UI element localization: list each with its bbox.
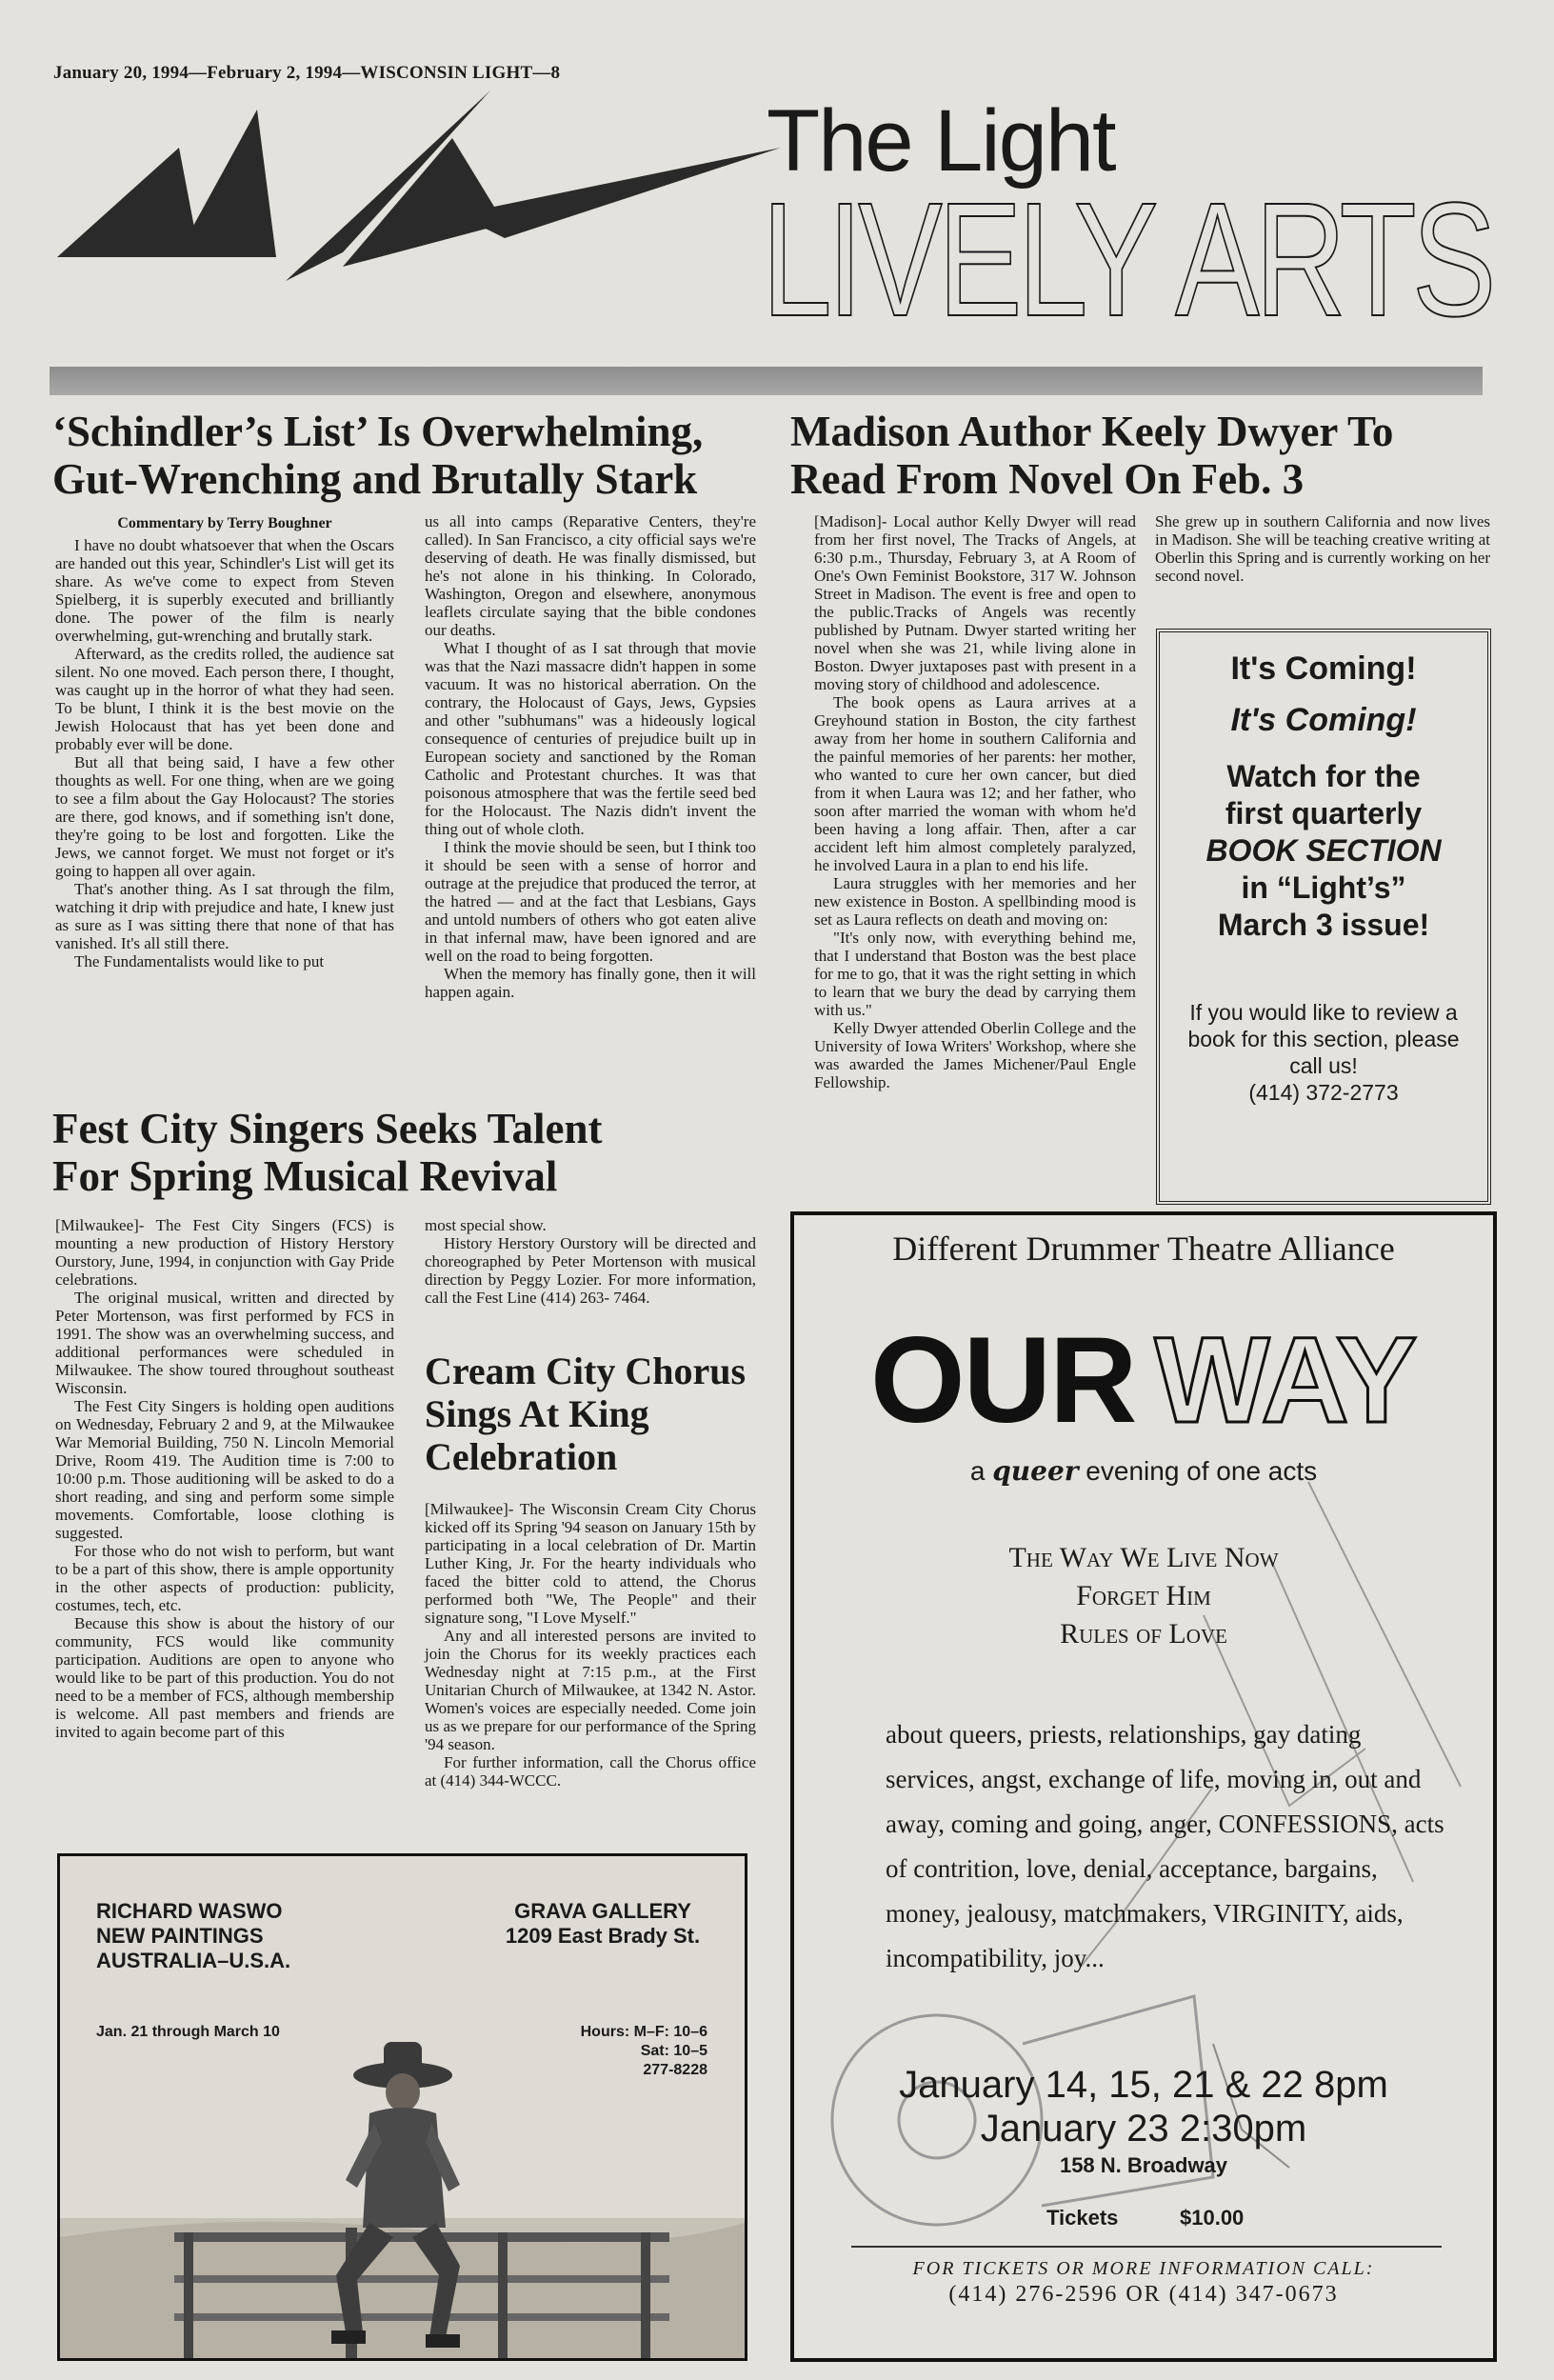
schindler-para: The Fundamentalists would like to put: [74, 952, 325, 970]
fest-headline-line2: For Spring Musical Revival: [52, 1152, 558, 1201]
schindler-headline-line2: Gut-Wrenching and Brutally Stark: [52, 455, 698, 504]
book-section-promo: [1156, 629, 1491, 1205]
schindler-para: Afterward, as the credits rolled, the audience sat silent. No one moved. Each person there, I thought, was caught up in the horror of what they had seen. To be blunt, I think it is the best movie on the Jewish Holocaust that has yet been done and probably ever will be done.: [55, 645, 394, 753]
cowboy-photo: [60, 1856, 745, 2358]
theatre-company: Different Drummer Theatre Alliance: [892, 1230, 1395, 1268]
cream-headline: [425, 1350, 758, 1478]
gallery-name: GRAVA GALLERY: [514, 1899, 691, 1923]
madison-para: The book opens as Laura arrives at a Greyhound station in Boston, the city farthest away from her home in southern California and the painful memories of her parents: her mother, who wanted to cure her own cancer, but died from it when Laura was 12; and her father, who soon after married the woman with whom he'd been having a long affair. Then, after a car accident left him almost completely paralyzed, he involved Laura in a plan to end his life.: [814, 693, 1136, 874]
watch-line: first quarterly: [1225, 796, 1423, 830]
fest-column-1: [55, 1216, 394, 1741]
cream-headline-line3: Celebration: [425, 1434, 618, 1478]
coming-line-2: It's Coming!: [1230, 702, 1417, 738]
fest-para: most special show.: [425, 1216, 547, 1234]
show-dates-line2: January 23 2:30pm: [980, 2108, 1307, 2150]
show-title-our: OUR: [870, 1312, 1136, 1449]
schindler-para: What I thought of as I sat through that movie was that the Nazi massacre didn't happen in some vacuum. It was no historical aberration. On the contrary, the Holocaust of Gays, Jews, Gypsies and other "subhumans" was a hideously logical consequence of centuries of prejudice built up in European society and sanctioned by the Roman Catholic and Protestant churches. It was that poisonous atmosphere that was the fertile seed bed for the Holocaust. The Nazis didn't invent the thing out of whole cloth.: [425, 639, 756, 838]
madison-para: [Madison]- Local author Kelly Dwyer will read from her first novel, The Tracks of Angels, at 6:30 p.m., Thursday, February 3, at A Room of One's Own Feminist Bookstore, 317 W. Johnson Street in Madison. The event is free and open to the public.Tracks of Angels was recently published by Putnam. Dwyer started writing her novel when she was 21, while living alone in Boston. Dwyer juxtaposes past with present in a moving story of childhood and adolescence.: [814, 512, 1136, 693]
masthead-graphic: [57, 90, 781, 338]
show-dates: [794, 2063, 1493, 2150]
hours-weekday: Hours: M–F: 10–6: [580, 2024, 707, 2040]
schindler-column-1: [55, 514, 394, 970]
fest-para: Because this show is about the history of our community, FCS would like community participation. Auditions are open to anyone who would like to be part of this production. You do not need to be a member of FCS, although membership is welcome. All past members and friends are invited to again become part of this: [55, 1614, 394, 1741]
madison-headline-line1: Madison Author Keely Dwyer To: [790, 408, 1394, 455]
tagline-post: evening of one acts: [1078, 1456, 1318, 1486]
exhibit-dates: Jan. 21 through March 10: [96, 2024, 280, 2040]
cream-headline-line2: Sings At King: [425, 1391, 649, 1435]
play-title: Rules of Love: [1060, 1618, 1227, 1650]
schindler-para: I have no doubt whatsoever that when the Oscars are handed out this year, Schindler's List will get its share. As we've come to expect from Steven Spielberg, it is superbly executed and brilliantly done. The power of the film is nearly overwhelming, gut-wrenching and brutally stark.: [55, 536, 394, 645]
exhibit-title: NEW PAINTINGS: [96, 1924, 264, 1948]
play-title: Forget Him: [1076, 1580, 1211, 1611]
cream-para: For further information, call the Chorus office at (414) 344-WCCC.: [425, 1753, 756, 1790]
madison-column-1: [814, 512, 1136, 1091]
madison-para: She grew up in southern California and now lives in Madison. She will be teaching creative writing at Oberlin this Spring and is currently working on her second novel.: [1155, 512, 1490, 585]
madison-headline: [790, 408, 1495, 504]
watch-line: BOOK SECTION: [1205, 833, 1442, 868]
review-text: If you would like to review a book for this section, please call us!: [1187, 1000, 1460, 1078]
tickets-label: Tickets: [1046, 2206, 1119, 2230]
fest-column-2: [425, 1216, 756, 1307]
schindler-para: When the memory has finally gone, then it will happen again.: [425, 965, 756, 1001]
call-info: FOR TICKETS OR MORE INFORMATION CALL:: [912, 2258, 1375, 2279]
madison-para: Kelly Dwyer attended Oberlin College and the University of Iowa Writers' Workshop, where she was awarded the James Michener/Paul Engle Fellowship.: [814, 1019, 1136, 1091]
coming-line-1: It's Coming!: [1230, 650, 1417, 687]
schindler-column-2: [425, 512, 756, 1001]
fest-para: The original musical, written and directed by Peter Mortenson, was first performed by FCS in 1991. The show was an overwhelming success, and additional performances were scheduled in Milwaukee. The show toured throughout southeast Wisconsin.: [55, 1289, 394, 1397]
masthead-rule: [50, 367, 1483, 395]
fest-para: [Milwaukee]- The Fest City Singers (FCS) is mounting a new production of History Herstory Ourstory, June, 1994, in conjunction with Gay Pride celebrations.: [55, 1216, 394, 1289]
madison-column-2: [1155, 512, 1490, 585]
fest-para: History Herstory Ourstory will be directed and choreographed by Peter Mortenson with musical direction by Peggy Lozier. For more information, call the Fest Line (414) 263- 7464.: [425, 1234, 756, 1307]
schindler-headline: [52, 408, 747, 504]
watch-line: March 3 issue!: [1217, 908, 1430, 942]
page-folio: January 20, 1994—February 2, 1994—WISCONSIN LIGHT—8: [53, 63, 561, 83]
tagline-queer: queer: [992, 1455, 1079, 1487]
madison-headline-line2: Read From Novel On Feb. 3: [790, 455, 1305, 504]
gallery-phone: 277-8228: [643, 2062, 707, 2078]
schindler-para: I think the movie should be seen, but I think too it should be seen with a sense of horror and outrage at the prejudice that produced the terror, at the hatred — and at the fact that Lesbians, Gays and untold numbers of others who got eaten alive in that infernal maw, have been ignored and are well on the road to being forgotten.: [425, 838, 756, 965]
masthead-section: LIVELY ARTS: [762, 170, 1492, 350]
ticket-phones: (414) 276-2596 OR (414) 347-0673: [948, 2282, 1339, 2307]
tagline-pre: a: [969, 1456, 993, 1486]
review-phone: (414) 372-2773: [1248, 1080, 1399, 1105]
cream-column: [425, 1500, 756, 1790]
divider: [851, 2246, 1442, 2248]
review-invitation: [1160, 999, 1487, 1106]
show-venue: 158 N. Broadway: [1059, 2153, 1228, 2177]
schindler-para: But all that being said, I have a few other thoughts as well. For one thing, when are we going to see a film about the Gay Holocaust? The stories are there, god knows, and if something isn't done, they're going to be lost and forgotten. Like the Jews, we cannot forget. We must not forget or it's going to happen all over again.: [55, 753, 394, 880]
play-list: [794, 1539, 1493, 1653]
tickets-price: $10.00: [1180, 2206, 1245, 2230]
madison-para: "It's only now, with everything behind me, that I understand that Boston was the best place for me to go, that it was the right setting in which to learn that we bury the dead by carrying them with us.": [814, 929, 1136, 1019]
watch-line: in “Light’s”: [1241, 870, 1406, 905]
exhibit-subtitle: AUSTRALIA–U.S.A.: [96, 1949, 291, 1972]
cream-para: Any and all interested persons are invited to join the Chorus for its weekly practices each Wednesday night at 7:15 p.m., at the First Unitarian Church of Milwaukee, at 1342 N. Astor. Women's voices are especially needed. Come join us as we prepare for our performance of the Spring '94 season.: [425, 1627, 756, 1753]
show-themes: about queers, priests, relationships, gay dating services, angst, exchange of life, moving in, out and away, coming and going, anger, CONFESSIONS, acts of contrition, love, denial, acceptance, bargains, money, jealousy, matchmakers, VIRGINITY, aids, incompatibility, joy...: [886, 1720, 1444, 1972]
cream-headline-line1: Cream City Chorus: [425, 1350, 747, 1392]
schindler-para: That's another thing. As I sat through the film, watching it drip with prejudice and hate, I knew just as sure as I was sitting there that none of that has vanished. It's all still there.: [55, 880, 394, 952]
play-title: The Way We Live Now: [1008, 1542, 1279, 1573]
show-title-way: WAY: [1154, 1312, 1416, 1449]
fest-para: The Fest City Singers is holding open auditions on Wednesday, February 2 and 9, at the Milwaukee War Memorial Building, 750 N. Lincoln Memorial Drive, Room 419. The Audition time is 7:00 to 10:00 p.m. Those auditioning will be asked to do a short reading, and sing and perform some simple movements. Comfortable, loose clothing is suggested.: [55, 1397, 394, 1542]
hours-saturday: Sat: 10–5: [640, 2043, 707, 2059]
cream-para: [Milwaukee]- The Wisconsin Cream City Chorus kicked off its Spring '94 season on January 15th by participating in a local celebration of Dr. Martin Luther King, Jr. For the hearty individuals who faced the bitter cold to attend, the Chorus performed both "We, The People" and their signature song, "I Love Myself.": [425, 1500, 756, 1627]
madison-para: Laura struggles with her memories and her new existence in Boston. A spellbinding mood is set as Laura reflects on death and moving on:: [814, 874, 1136, 929]
book-section-announcement: [1160, 758, 1487, 944]
schindler-para: us all into camps (Reparative Centers, they're called). In San Francisco, a city official says we're deserving of death. He was finally dismissed, but he's not alone in his thinking. In Colorado, Washington, Oregon and elsewhere, anonymous leaflets circulate saying that the bible condones our deaths.: [425, 512, 756, 639]
schindler-byline: Commentary by Terry Boughner: [117, 515, 332, 531]
schindler-headline-line1: ‘Schindler’s List’ Is Overwhelming,: [52, 408, 704, 455]
fest-headline-line1: Fest City Singers Seeks Talent: [52, 1105, 603, 1152]
fest-headline: [52, 1105, 757, 1201]
show-dates-line1: January 14, 15, 21 & 22 8pm: [899, 2064, 1388, 2106]
fest-para: For those who do not wish to perform, but want to be a part of this show, there is ample opportunity in the other aspects of production: publicity, costumes, tech, etc.: [55, 1542, 394, 1614]
gallery-address: 1209 East Brady St.: [505, 1924, 701, 1948]
artist-name: RICHARD WASWO: [96, 1899, 283, 1923]
masthead-title: The Light: [767, 92, 1115, 190]
watch-line: Watch for the: [1226, 759, 1421, 793]
gallery-advertisement: [57, 1853, 747, 2361]
theatre-advertisement: [790, 1211, 1497, 2362]
